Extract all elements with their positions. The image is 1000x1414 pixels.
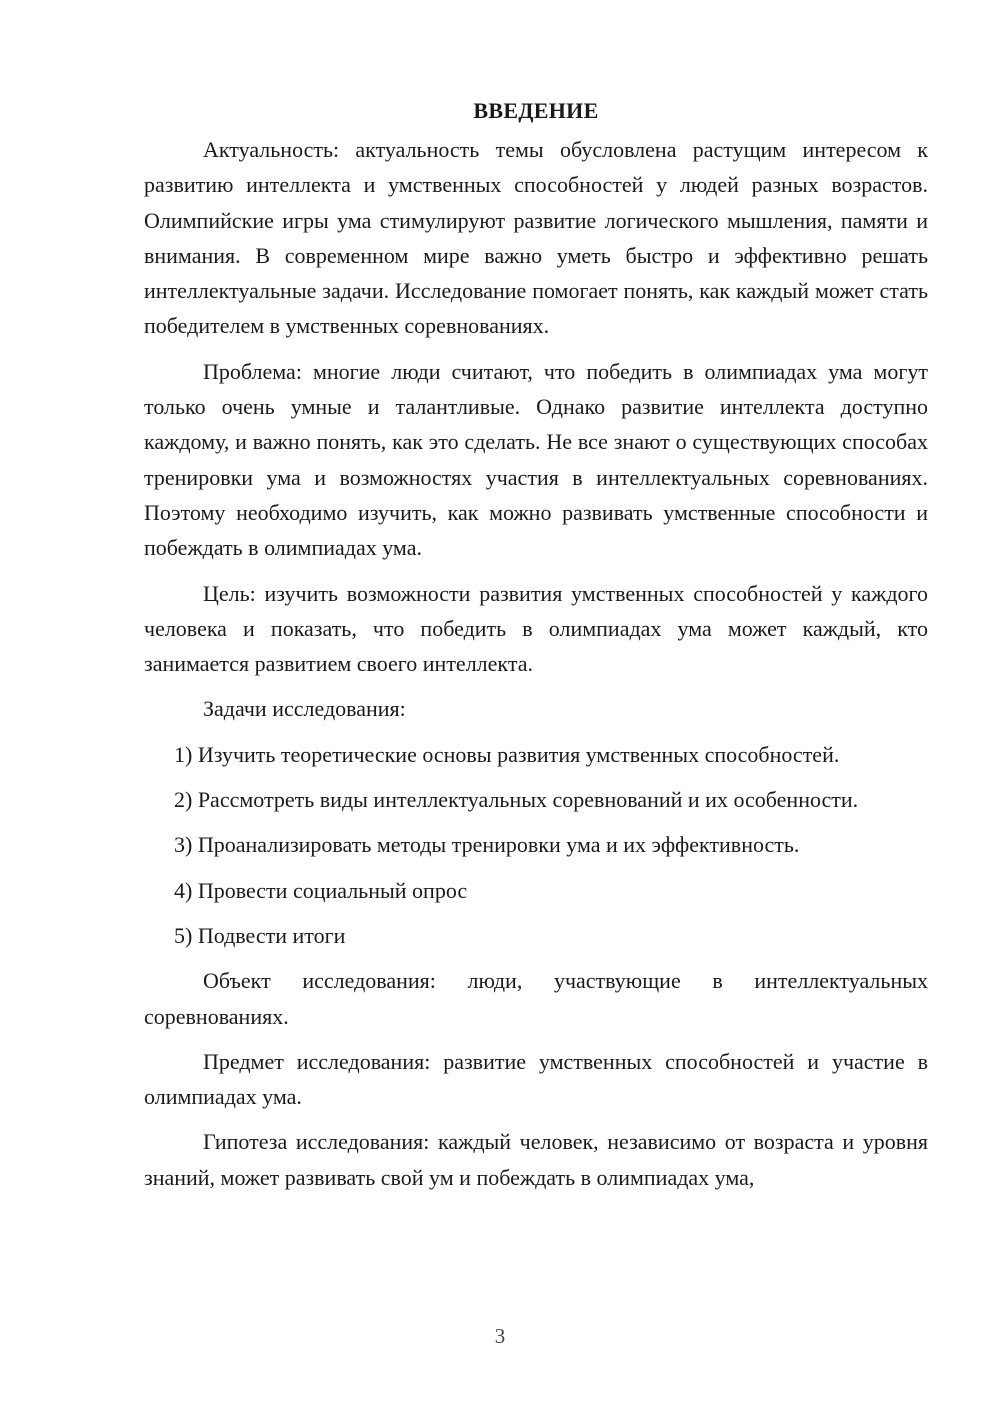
paragraph-object: Объект исследования: люди, участвующие в интеллектуальных соревнованиях. bbox=[144, 968, 928, 1029]
paragraph-goal: Цель: изучить возможности развития умственных способностей у каждого человека и показать, что победить в олимпиадах ума может каждый, кто занимается развитием своего интеллекта. bbox=[144, 580, 928, 677]
paragraph-subject: Предмет исследования: развитие умственных способностей и участие в олимпиадах ума. bbox=[144, 1048, 928, 1110]
document-page bbox=[144, 95, 928, 1205]
paragraph-tasks-heading: Задачи исследования: bbox=[203, 696, 406, 722]
page-number: 3 bbox=[494, 1324, 506, 1348]
paragraph-problem: Проблема: многие люди считают, что победить в олимпиадах ума могут только очень умные и талантливые. Однако развитие интеллекта доступно каждому, и важно понять, как это сделать. Не все знают о существующих способах тренировки ума и возможностях участия в интеллектуальных соревнованиях. Поэтому необходимо изучить, как можно развивать умственные способности и побеждать в олимпиадах ума. bbox=[144, 358, 928, 561]
task-item-4: 4) Провести социальный опрос bbox=[174, 877, 468, 903]
section-title: ВВЕДЕНИЕ bbox=[473, 98, 599, 123]
paragraph-hypothesis: Гипотеза исследования: каждый человек, независимо от возраста и уровня знаний, может развивать свой ум и побеждать в олимпиадах ума, bbox=[144, 1129, 928, 1190]
task-item-5: 5) Подвести итоги bbox=[174, 922, 346, 948]
task-item-3: 3) Проанализировать методы тренировки ума и их эффективность. bbox=[174, 832, 800, 858]
paragraph-relevance: Актуальность: актуальность темы обусловлена растущим интересом к развитию интеллекта и умственных способностей у людей разных возрастов. Олимпийские игры ума стимулируют развитие логического мышления, памяти и внимания. В современном мире важно уметь быстро и эффективно решать интеллектуальные задачи. Исследование помогает понять, как каждый может стать победителем в умственных соревнованиях. bbox=[144, 137, 928, 339]
task-item-2: 2) Рассмотреть виды интеллектуальных соревнований и их особенности. bbox=[174, 787, 859, 813]
task-item-1: 1) Изучить теоретические основы развития умственных способностей. bbox=[174, 741, 840, 767]
